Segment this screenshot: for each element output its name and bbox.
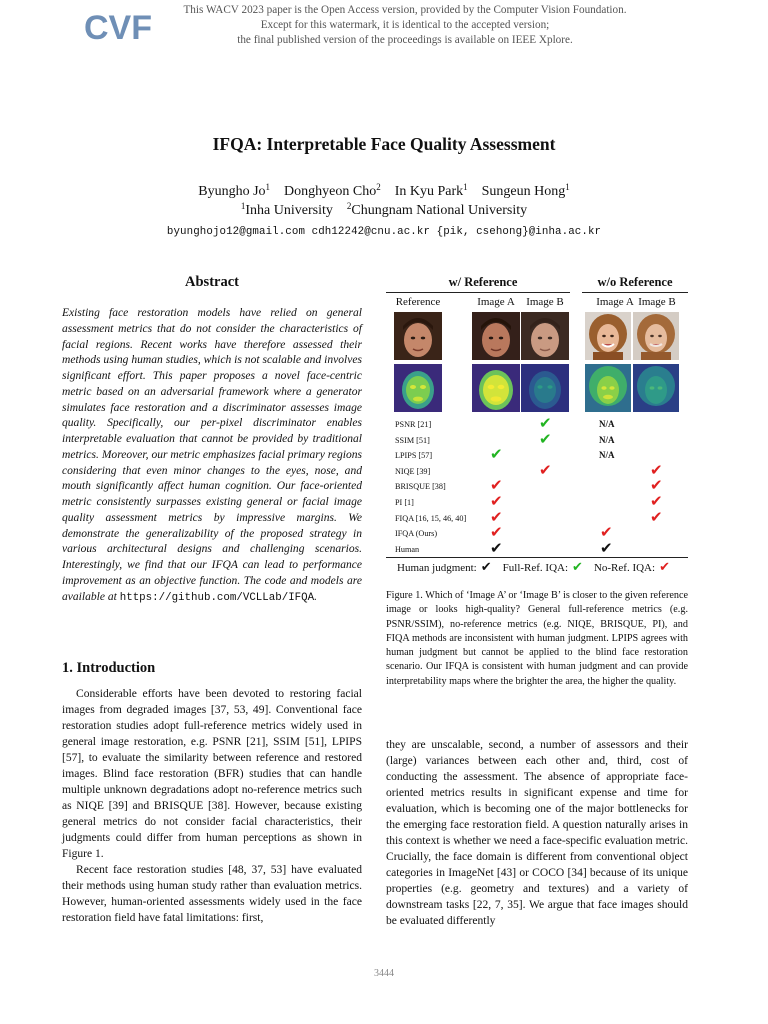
col-head-reference: Reference: [395, 296, 441, 308]
fig-rule: [386, 557, 688, 558]
check-icon: ✔: [659, 559, 670, 574]
no-ref-image-b-face: [633, 312, 679, 360]
figure-legend: [386, 561, 688, 574]
check-icon: ✔: [490, 478, 503, 495]
metric-row-label: Human: [395, 544, 420, 554]
check-icon: ✔: [539, 462, 552, 479]
author-list: Byungho Jo$^1$ Donghyeon Cho$^2$ In Kyu Park$^1$ Sungeun Hong$^1$: [198, 182, 570, 199]
reference-face-image: [394, 312, 442, 360]
metric-row-label: PI [1]: [395, 498, 414, 507]
author-emails: byunghojo12@gmail.com cdh12242@cnu.ac.kr {pik, csehong}@inha.ac.kr: [166, 226, 602, 238]
metric-row-label: NIQE [39]: [395, 466, 431, 476]
check-icon: ✔: [650, 509, 663, 526]
check-icon: ✔: [490, 447, 503, 464]
check-icon: ✔: [539, 416, 552, 432]
check-icon: ✔: [650, 478, 663, 495]
metric-row-label: LPIPS [57]: [395, 451, 433, 461]
cvf-logo: [84, 6, 152, 47]
author-name: In Kyu Park: [394, 184, 464, 199]
affiliation: Chungnam National University: [351, 203, 528, 218]
abstract-heading: Abstract: [185, 274, 239, 290]
affiliation: Inha University: [245, 203, 333, 218]
section-heading-introduction: 1. Introduction: [62, 660, 156, 676]
check-icon: ✔: [490, 509, 503, 526]
right-column-text: they are unscalable, second, a number of assessors and their (large) variances between each other and, third, cost of conducting the assessment. The absence of appropriate face-oriented metrics results in significant expense and time for evaluation, which is becoming one of the major bottlenecks for the emerging face restoration field. A question naturally arises in this context is whether we need a face-specific evaluation metric. Crucially, the face domain is different from conventional object categories in ImageNet [43] or COCO [34] because of its unique properties (e.g. geometry and textures) and a variety of downstream tasks [22, 7, 35]. We argue that face images should be evaluated differently: [386, 739, 688, 927]
fig-rule: [386, 292, 570, 293]
affiliations: $^1$Inha University $^2$Chungnam National University: [240, 201, 528, 218]
no-ref-image-b-quality-map: [633, 364, 679, 412]
paragraph: Considerable efforts have been devoted to restoring facial images from degraded images [37, 53, 49]. Conventional face restoration studies adopt full-reference metrics widely used in general image restoration, e.g. PSNR [21], SSIM [51], LPIPS [57], to evaluate the similarity between reference and restored images. Blind face restoration (BFR) studies that can handle multiple unknown degradations adopt no-reference metrics such as NIQE [39] and BRISQUE [38]. However, because existing general metrics do not consider facial characteristics, their judgments could differ from human perceptions as shown in Figure 1.: [62, 688, 362, 860]
paper-title: IFQA: Interpretable Face Quality Assessment: [212, 134, 556, 154]
check-icon: ✔: [650, 494, 663, 510]
col-head-image-b: Image B: [638, 296, 676, 308]
check-icon: ✔: [572, 559, 583, 574]
check-icon: ✔: [480, 559, 492, 574]
author-name: Sungeun Hong: [481, 184, 566, 199]
check-icon: ✔: [490, 525, 503, 542]
legend-full-ref-label: Full-Ref. IQA:: [502, 562, 569, 574]
col-head-image-b: Image B: [526, 296, 564, 308]
reference-quality-map: [394, 364, 442, 412]
metric-row-label: IFQA (Ours): [395, 529, 438, 539]
metric-row-label: PSNR [21]: [395, 420, 432, 429]
intro-text: [62, 686, 362, 926]
check-icon: ✔: [490, 540, 503, 557]
not-applicable-label: N/A: [599, 450, 615, 461]
col-head-image-a: Image A: [477, 296, 515, 308]
fig-group-with-reference: w/ Reference: [448, 275, 518, 289]
check-icon: ✔: [490, 494, 503, 510]
fig-rule: [582, 292, 688, 293]
watermark-line-1: This WACV 2023 paper is the Open Access version, provided by the Computer Vision Foundation.: [183, 4, 627, 16]
figure-caption: Figure 1. Which of ‘Image A’ or ‘Image B’ is closer to the given reference image or looks high-quality? General full-reference metrics (e.g. PSNR/SSIM), no-reference metrics (e.g. NIQE, BRISQUE, PI), and FIQA methods are inconsistent with human judgment. LPIPS agrees with human judgment but cannot be applied to the blind face restoration scenario. Our IFQA is consistent with human judgment and can provide interpretability maps where the brighter the area, the higher the quality.: [386, 590, 688, 687]
not-applicable-label: N/A: [599, 419, 615, 429]
abstract-body: Existing face restoration models have relied on general assessment metrics that do not consider the characteristics of facial regions. Recent works have therefore assessed their methods using human studies, which is not scalable and involves significant effort. This paper proposes a novel face-centric metric based on an adversarial framework where a generator simulates face restoration and a discriminator assesses image quality. Specifically, our per-pixel discriminator enables interpretable evaluation that cannot be provided by traditional metrics. Moreover, our metric emphasizes facial primary regions considering that even minor changes to the eyes, nose, and mouth significantly affect human cognition. Our face-oriented metric consistently surpasses existing general or facial image quality assessment metrics by impressive margins. We demonstrate the generalizability of the proposed strategy in various architectural designs and challenging scenarios. Interestingly, we find that our IFQA can lead to performance improvement as an objective function. The code and models are available at https://github.com/VCLLab/IFQA.: [62, 307, 362, 604]
watermark-line-2: Except for this watermark, it is identical to the accepted version;: [260, 19, 550, 31]
legend-no-ref-label: No-Ref. IQA:: [593, 562, 656, 574]
check-icon: ✔: [539, 431, 552, 448]
fig-group-without-reference: w/o Reference: [597, 275, 673, 289]
legend-human-label: Human judgment:: [397, 562, 477, 574]
watermark-line-3: the final published version of the proceedings is available on IEEE Xplore.: [237, 34, 573, 46]
image-b-quality-map: [521, 364, 569, 412]
metric-row-label: BRISQUE [38]: [395, 482, 446, 492]
code-link[interactable]: https://github.com/VCLLab/IFQA: [119, 591, 315, 604]
metric-row-label: FIQA [16, 15, 46, 40]: [395, 513, 467, 523]
cvf-logo-text: CVF: [84, 9, 152, 47]
image-a-quality-map: [472, 364, 520, 412]
check-icon: ✔: [650, 462, 663, 479]
not-applicable-label: N/A: [599, 434, 615, 445]
page-number: 3444: [374, 968, 394, 979]
author-name: Byungho Jo: [198, 184, 266, 199]
image-a-face: [472, 312, 520, 360]
author-name: Donghyeon Cho: [284, 184, 377, 199]
image-b-face: [521, 312, 569, 360]
metric-row-label: SSIM [51]: [395, 435, 430, 445]
col-head-image-a: Image A: [596, 296, 634, 308]
check-icon: ✔: [600, 540, 613, 557]
paragraph: Recent face restoration studies [48, 37, 53] have evaluated their methods using human study rather than evaluation metrics. However, human-oriented assessments widely used in the face restoration field have fatal limitations: first,: [62, 864, 362, 924]
no-ref-image-a-quality-map: [585, 364, 631, 412]
no-ref-image-a-face: [585, 312, 631, 360]
check-icon: ✔: [600, 525, 613, 542]
